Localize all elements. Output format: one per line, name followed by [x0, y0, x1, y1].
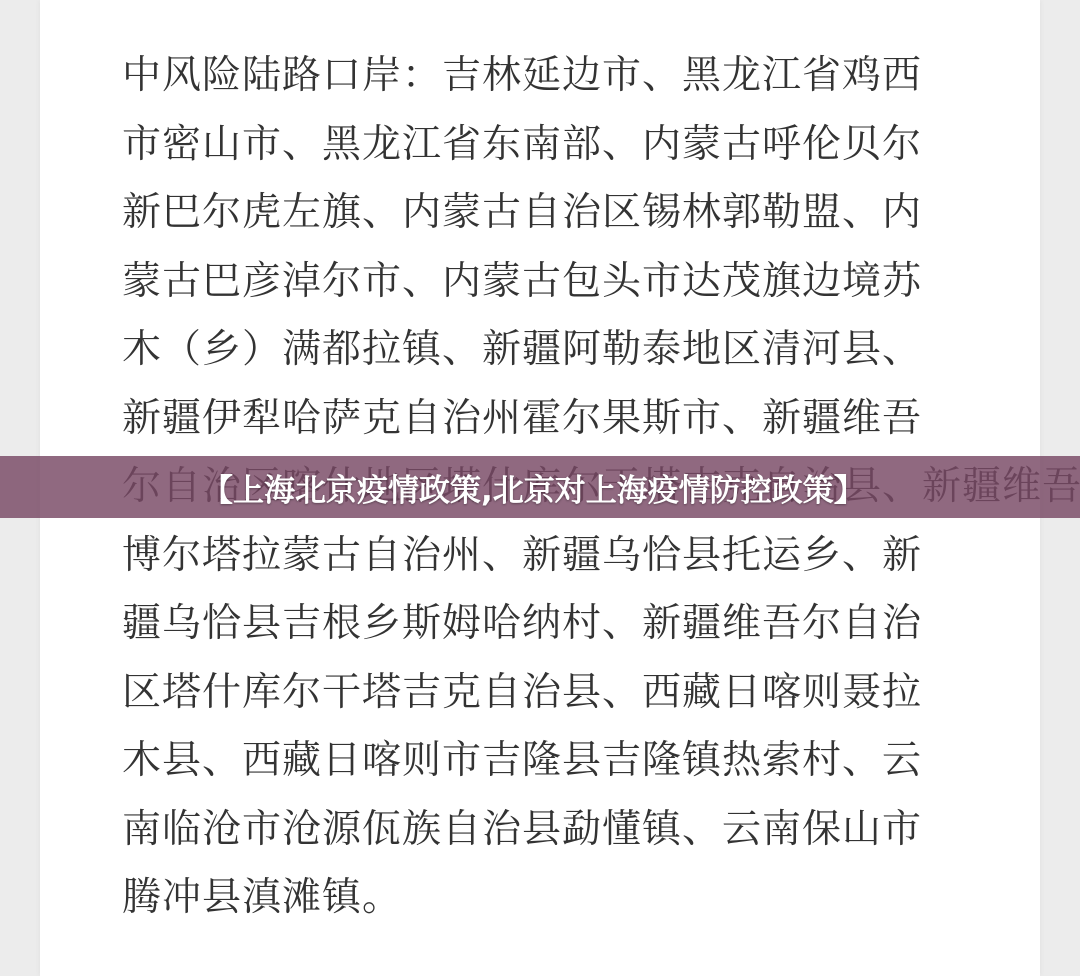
text-line: 新疆伊犁哈萨克自治州霍尔果斯市、新疆维吾: [122, 395, 923, 441]
text-line: 木县、西藏日喀则市吉隆县吉隆镇热索村、云: [122, 738, 923, 783]
text-line: 中风险陆路口岸：吉林延边市、黑龙江省鸡西: [122, 53, 923, 98]
text-line: 腾冲县滇滩镇。: [122, 875, 403, 920]
title-banner: [0, 456, 1080, 518]
banner-title: 【上海北京疫情政策,北京对上海疫情防控政策】: [202, 472, 865, 509]
text-line: 市密山市、黑龙江省东南部、内蒙古呼伦贝尔: [122, 121, 923, 167]
text-line: 蒙古巴彦淖尔市、内蒙古包头市达茂旗边境苏: [122, 258, 923, 304]
text-line: 区塔什库尔干塔吉克自治县、西藏日喀则聂拉: [122, 669, 923, 715]
text-line: 博尔塔拉蒙古自治州、新疆乌恰县托运乡、新: [122, 532, 923, 578]
text-line: 新巴尔虎左旗、内蒙古自治区锡林郭勒盟、内: [122, 190, 923, 235]
text-line: 木（乡）满都拉镇、新疆阿勒泰地区清河县、: [122, 327, 923, 372]
text-line: 疆乌恰县吉根乡斯姆哈纳村、新疆维吾尔自治: [122, 601, 923, 646]
text-line: 南临沧市沧源佤族自治县勐懂镇、云南保山市: [122, 806, 923, 852]
